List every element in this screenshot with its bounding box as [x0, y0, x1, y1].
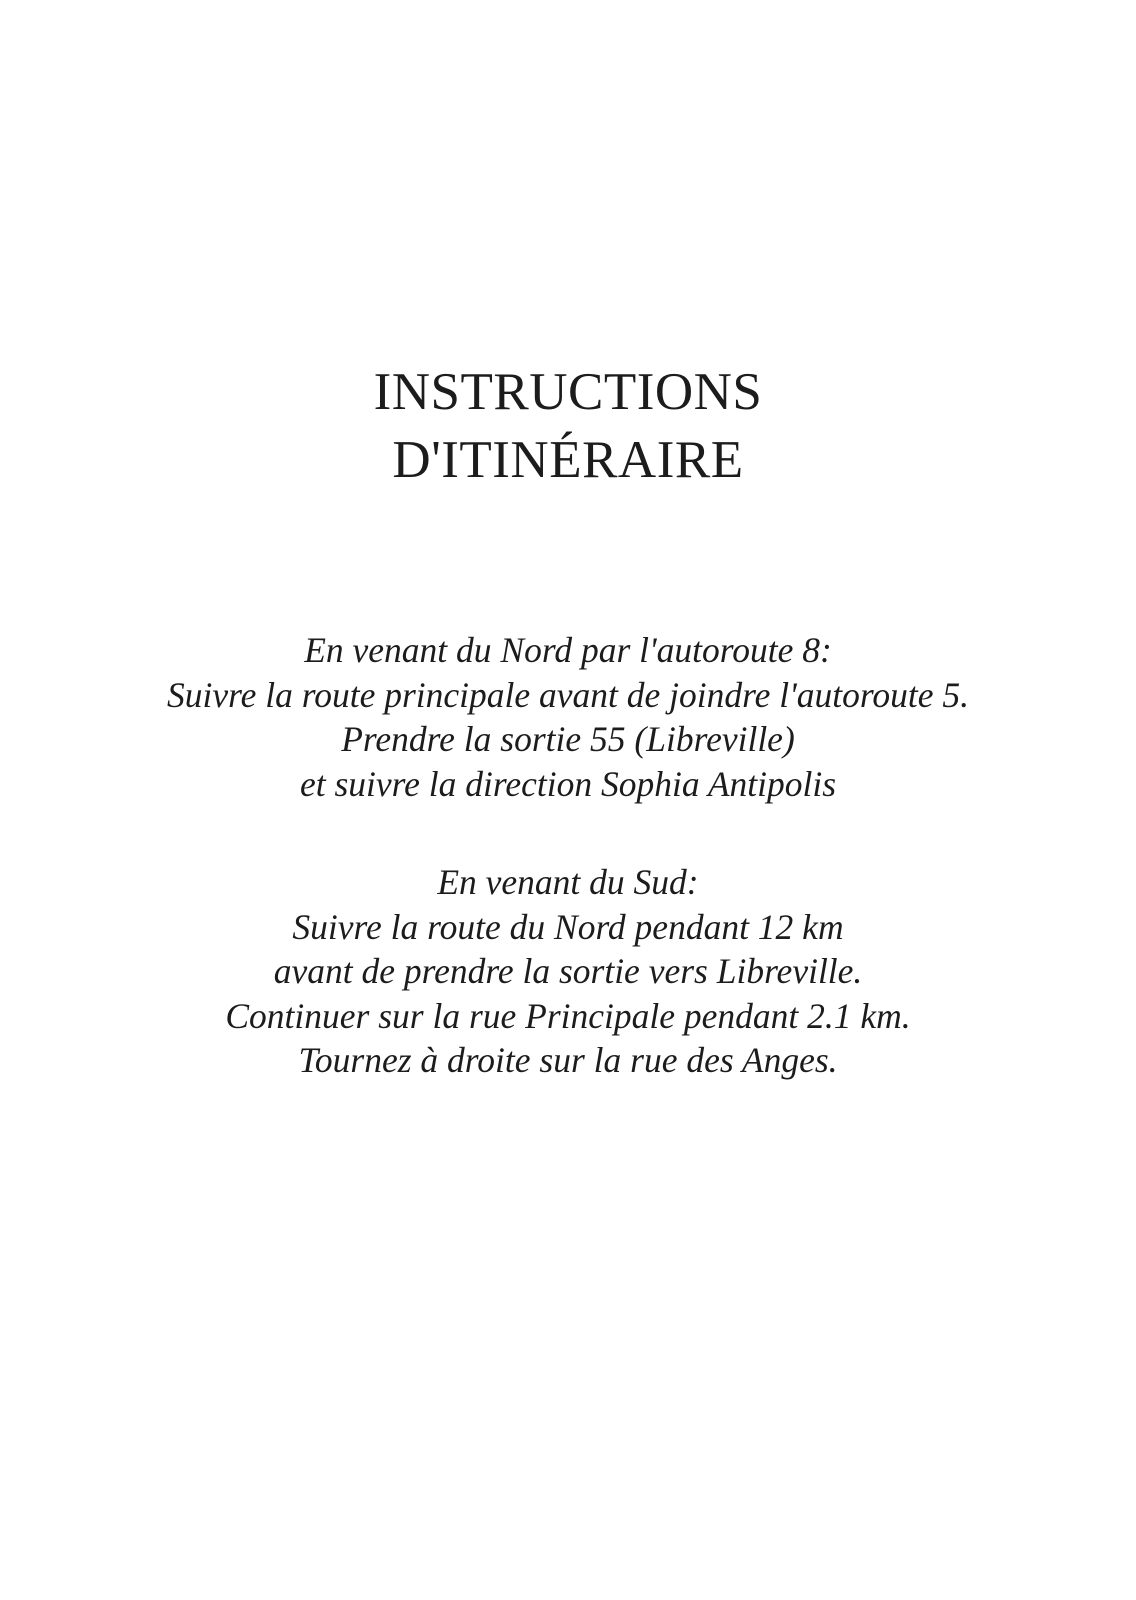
north-step-2: Prendre la sortie 55 (Libreville) [341, 719, 795, 759]
title-line-2: D'ITINÉRAIRE [392, 431, 744, 489]
page-title [0, 358, 1136, 494]
north-step-3: et suivre la direction Sophia Antipolis [299, 763, 837, 804]
south-step-1: Suivre la route du Nord pendant 12 km [292, 906, 844, 947]
directions-from-north [0, 628, 1136, 806]
south-heading: En venant du Sud: [437, 862, 699, 902]
north-heading: En venant du Nord par l'autoroute 8: [304, 630, 832, 670]
south-step-3: Continuer sur la rue Principale pendant 2.1 km. [225, 995, 911, 1036]
south-step-4: Tournez à droite sur la rue des Anges. [298, 1040, 838, 1080]
south-step-2: avant de prendre la sortie vers Libreville. [273, 951, 863, 991]
title-line-1: INSTRUCTIONS [373, 363, 763, 421]
directions-from-south [0, 860, 1136, 1083]
north-step-1: Suivre la route principale avant de joindre l'autoroute 5. [167, 674, 969, 715]
